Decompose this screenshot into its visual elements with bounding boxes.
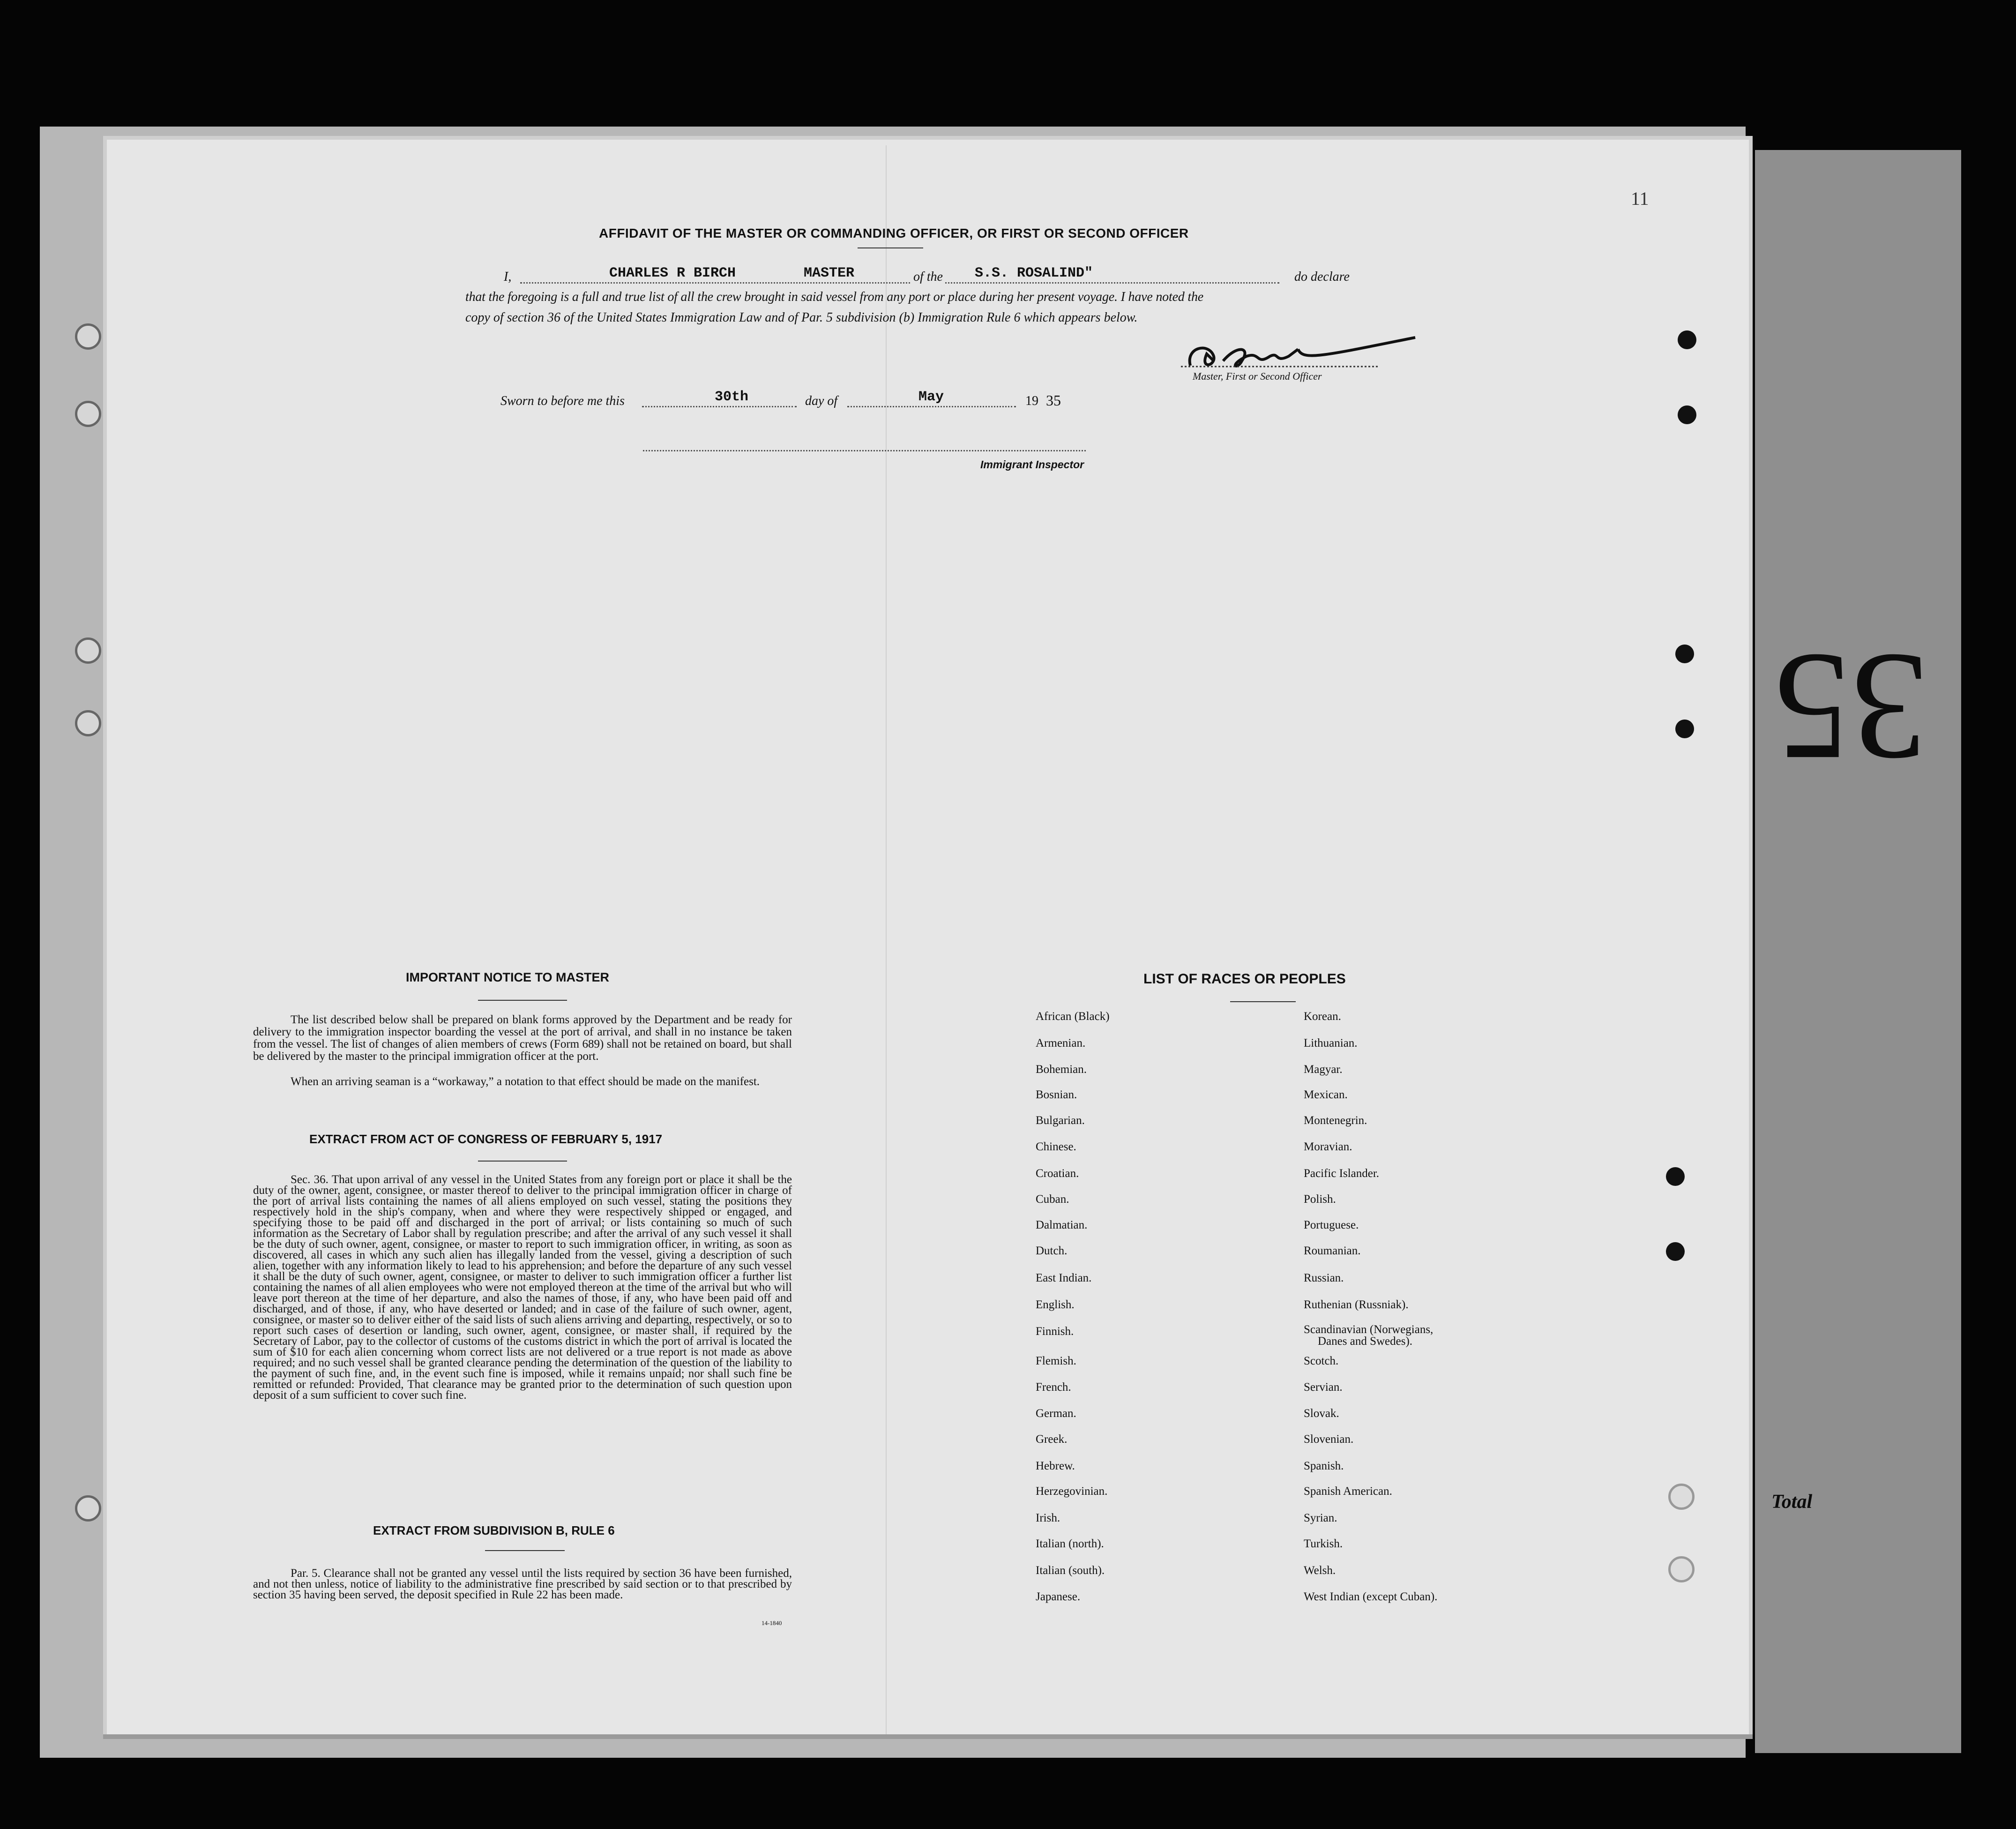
page-number-mark: 11 [1631, 188, 1649, 209]
inspector-caption: Immigrant Inspector [980, 458, 1084, 471]
race-list-item: Chinese. [1036, 1140, 1076, 1153]
race-list-item: African (Black) [1036, 1010, 1110, 1023]
extract-act-divider [478, 1161, 567, 1162]
race-list-item: Finnish. [1036, 1325, 1074, 1338]
race-list-item: Flemish. [1036, 1355, 1076, 1367]
year-suffix: 35 [1046, 392, 1061, 409]
race-list-item: Portuguese. [1304, 1219, 1359, 1231]
race-list-item: Montenegrin. [1304, 1114, 1367, 1127]
race-list-item: Armenian. [1036, 1037, 1086, 1049]
race-list-item: Polish. [1304, 1193, 1336, 1206]
punch-hole [75, 401, 101, 427]
extract-act-title: EXTRACT FROM ACT OF CONGRESS OF FEBRUARY 5, 1917 [309, 1132, 663, 1146]
race-list-item: Servian. [1304, 1381, 1343, 1394]
notice-title: IMPORTANT NOTICE TO MASTER [406, 970, 609, 984]
race-list-item: French. [1036, 1381, 1071, 1394]
race-list-item: Russian. [1304, 1272, 1344, 1284]
race-list-item: Herzegovinian. [1036, 1485, 1108, 1498]
race-list-item: Roumanian. [1304, 1244, 1361, 1257]
sworn-day-line [642, 406, 797, 407]
sworn-day: 30th [715, 389, 749, 405]
declarant-rank: MASTER [804, 265, 855, 281]
race-list-item: Ruthenian (Russniak). [1304, 1298, 1409, 1311]
extract-rule-text: Par. 5. Clearance shall not be granted any vessel until the lists required by section 36 have been furnished, and not then unless, notice of liability to the administrative fine prescribed by said section or to that prescribed by section 35 having been served, the deposit specified in Rule 22 has been made. [253, 1567, 792, 1601]
punch-hole [1666, 1167, 1685, 1186]
race-list-item: Slovenian. [1304, 1433, 1354, 1446]
punch-hole [1666, 1242, 1685, 1261]
race-list-item: Dalmatian. [1036, 1219, 1088, 1231]
punch-hole [1678, 330, 1696, 349]
race-list-item: Croatian. [1036, 1167, 1079, 1180]
declarant-field-line [520, 282, 1279, 284]
title-divider [858, 247, 923, 248]
vessel-name: S.S. ROSALIND" [975, 265, 1093, 281]
race-scandinavian-continuation: Danes and Swedes). [1318, 1335, 1413, 1348]
race-list-item: Scandinavian (Norwegians, [1304, 1323, 1434, 1336]
sworn-month-line [847, 406, 1016, 407]
sworn-prefix: Sworn to before me this [500, 394, 625, 408]
race-list-item: Bosnian. [1036, 1088, 1077, 1101]
affidavit-page [103, 136, 1753, 1739]
adjacent-sheet-number: 35 [1774, 622, 1928, 793]
race-list-item: Mexican. [1304, 1088, 1348, 1101]
races-divider [1230, 1001, 1296, 1002]
adjacent-sheet-total-label: Total [1771, 1491, 1813, 1513]
race-list-item: Spanish American. [1304, 1485, 1392, 1498]
punch-hole [1668, 1484, 1695, 1510]
adjacent-sheet [1755, 150, 1961, 1753]
race-list-item: Lithuanian. [1304, 1037, 1358, 1049]
race-list-item: Dutch. [1036, 1244, 1068, 1257]
punch-hole [75, 1495, 101, 1522]
extract-act-text: Sec. 36. That upon arrival of any vessel in the United States from any foreign port or place it shall be the duty of the owner, agent, consignee, or master thereof to deliver to the principal immigration officer in charge of the port of arrival lists containing the names of all aliens employed on such vessel, stating the positions they respectively hold in the ship's company, when and where they were respectively shipped or engaged, and specifying those to be paid off and discharged in the port of arrival; or lists containing so much of such information as the Secretary of Labor shall by regulation prescribe; and after the arrival of any such vessel it shall be the duty of such owner, agent, consignee, or master to report to such immigration officer, in writing, as soon as discovered, all cases in which any such alien has illegally landed from the vessel, giving a description of such alien, together with any information likely to lead to his apprehension; and before the departure of any such vessel it shall be the duty of such owner, agent, consignee, or master to deliver to such immigration officer a further list containing the names of all alien employees who were not employed thereon at the time of the arrival but who will leave port thereon at the time of her departure, and also the names of those, if any, who have been paid off and discharged, and of those, if any, who have deserted or landed; and in case of the failure of such owner, agent, consignee, or master so to deliver either of the said lists of such aliens arriving and departing, respectively, or so to report such cases of desertion or landing, such owner, agent, consignee, or master shall, if required by the Secretary of Labor, pay to the collector of customs of the customs district in which the port of arrival is located the sum of $10 for each alien concerning whom correct lists are not delivered or a true report is not made as above required; and no such vessel shall be granted clearance pending the determination of the question of the liability to the payment of such fine, and, in the event such fine is imposed, while it remains unpaid; nor shall such fine be remitted or refunded: Provided, That clearance may be granted prior to the determination of such question upon deposit of a sum sufficient to cover such fine. [253, 1173, 792, 1402]
race-list-item: Japanese. [1036, 1590, 1081, 1603]
punch-hole [75, 710, 101, 736]
race-list-item: Greek. [1036, 1433, 1068, 1446]
notice-paragraph-2: When an arriving seaman is a “workaway,” a notation to that effect should be made on the manifest. [291, 1075, 760, 1088]
race-list-item: Bulgarian. [1036, 1114, 1085, 1127]
inspector-signature-line [643, 450, 1086, 451]
page-fold [886, 145, 887, 1734]
of-the-label: of the [911, 270, 945, 285]
notice-divider [478, 1000, 567, 1001]
race-list-item: Italian (north). [1036, 1537, 1104, 1550]
punch-hole [1675, 720, 1694, 738]
punch-hole [1668, 1556, 1695, 1582]
race-list-item: Scotch. [1304, 1355, 1339, 1367]
signature-caption: Master, First or Second Officer [1193, 370, 1322, 382]
day-of-label: day of [805, 394, 838, 408]
race-list-item: Hebrew. [1036, 1460, 1075, 1472]
race-list-item: Irish. [1036, 1512, 1060, 1524]
race-list-item: Moravian. [1304, 1140, 1352, 1153]
race-list-item: English. [1036, 1298, 1075, 1311]
punch-hole [1678, 405, 1696, 424]
race-list-item: Cuban. [1036, 1193, 1069, 1206]
punch-hole [1675, 645, 1694, 663]
extract-rule-divider [485, 1550, 565, 1551]
page-bottom-edge [103, 1734, 1753, 1739]
race-list-item: Syrian. [1304, 1512, 1337, 1524]
declarant-name: CHARLES R BIRCH [609, 265, 736, 281]
affidavit-title: AFFIDAVIT OF THE MASTER OR COMMANDING OFFICER, OR FIRST OR SECOND OFFICER [599, 226, 1189, 240]
race-list-item: Magyar. [1304, 1063, 1343, 1076]
extract-rule-title: EXTRACT FROM SUBDIVISION B, RULE 6 [373, 1523, 615, 1537]
race-list-item: German. [1036, 1407, 1076, 1420]
punch-hole [75, 323, 101, 350]
race-list-item: West Indian (except Cuban). [1304, 1590, 1438, 1603]
race-list-item: Slovak. [1304, 1407, 1339, 1420]
race-list-item: Bohemian. [1036, 1063, 1087, 1076]
race-list-item: Korean. [1304, 1010, 1341, 1023]
notice-paragraph-1: The list described below shall be prepared on blank forms approved by the Department and be ready for delivery to the immigration inspector boarding the vessel at the port of arrival, and shall in no instance be taken from the vessel. The list of changes of alien members of crews (Form 689) shall not be retained on board, but shall be delivered by the master to the principal immigration officer at the port. [253, 1013, 792, 1063]
race-list-item: Turkish. [1304, 1537, 1343, 1550]
affidavit-line1-prefix: I, [504, 270, 512, 284]
year-prefix: 19 [1025, 394, 1038, 408]
affidavit-line3: copy of section 36 of the United States Immigration Law and of Par. 5 subdivision (b) Immigration Rule 6 which appears below. [465, 310, 1138, 325]
race-list-item: Welsh. [1304, 1564, 1336, 1577]
races-title: LIST OF RACES OR PEOPLES [1143, 971, 1346, 987]
do-declare-label: do declare [1294, 270, 1350, 284]
race-list-item: Spanish. [1304, 1460, 1344, 1472]
affidavit-line2: that the foregoing is a full and true list of all the crew brought in said vessel from any port or place during her present voyage. I have noted the [465, 290, 1203, 304]
punch-hole [75, 637, 101, 664]
form-code: 14-1840 [762, 1619, 782, 1627]
race-list-item: Italian (south). [1036, 1564, 1105, 1577]
race-list-item: Pacific Islander. [1304, 1167, 1380, 1180]
race-list-item: East Indian. [1036, 1272, 1092, 1284]
sworn-month: May [918, 389, 944, 405]
